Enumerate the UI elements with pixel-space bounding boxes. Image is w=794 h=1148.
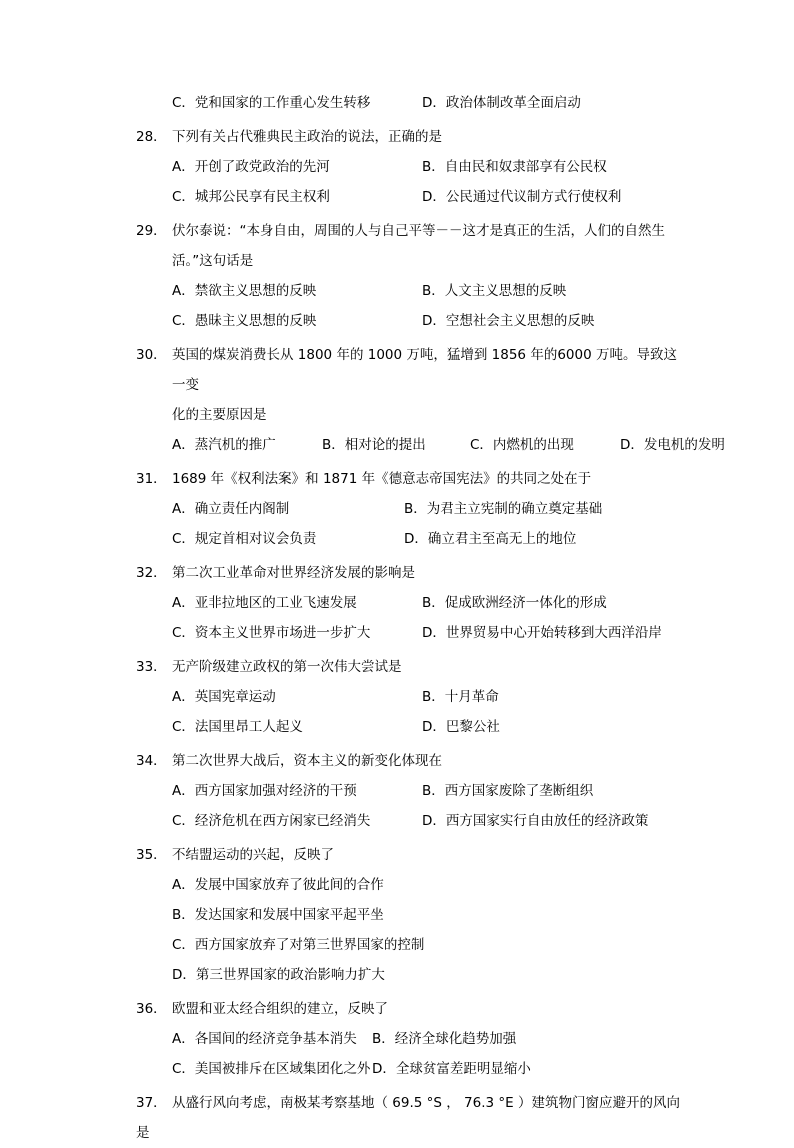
question-33-text: 无产阶级建立政权的第一次伟大尝试是: [172, 659, 402, 675]
question-30-options-row-1: [136, 430, 725, 460]
question-29-options-row-2: [136, 306, 682, 336]
question-31-option-c[interactable]: C．规定首相对议会负责: [172, 531, 317, 547]
question-33-option-c[interactable]: C．法国里昂工人起义: [172, 719, 303, 735]
question-32-number: 32．: [136, 565, 167, 581]
question-29-option-a[interactable]: A．禁欲主义思想的反映: [172, 283, 317, 299]
question-30-option-d[interactable]: D．发电机的发明: [620, 437, 725, 453]
question-31-option-a[interactable]: A．确立责任内阁制: [172, 501, 290, 517]
question-32-options-row-1: [136, 588, 682, 618]
question-29: [136, 216, 682, 336]
question-33-number: 33．: [136, 659, 167, 675]
question-37: [136, 1088, 682, 1148]
question-28-option-d[interactable]: D．公民通过代议制方式行使权利: [422, 189, 622, 205]
question-34-text: 第二次世界大战后，资本主义的新变化体现在: [172, 753, 442, 769]
question-34-options-row-2: [136, 806, 682, 836]
question-28-option-b[interactable]: B．自由民和奴隶部享有公民权: [422, 159, 607, 175]
question-31-stem: [136, 464, 682, 494]
question-35-stem: [136, 840, 682, 870]
question-35: [136, 840, 682, 990]
question-36-option-c[interactable]: C．美国被排斥在区域集团化之外: [172, 1061, 371, 1077]
question-36-option-d[interactable]: D．全球贫富差距明显缩小: [372, 1061, 531, 1077]
question-34-stem: [136, 746, 682, 776]
question-36: [136, 994, 682, 1084]
question-32-option-d[interactable]: D．世界贸易中心开始转移到大西洋沿岸: [422, 625, 662, 641]
question-36-option-b[interactable]: B．经济全球化趋势加强: [372, 1031, 517, 1047]
question-29-option-c[interactable]: C．愚昧主义思想的反映: [172, 313, 317, 329]
question-33-stem: [136, 652, 682, 682]
question-31-option-d[interactable]: D．确立君主至高无上的地位: [404, 531, 577, 547]
question-29-option-d[interactable]: D．空想社会主义思想的反映: [422, 313, 595, 329]
question-32-stem: [136, 558, 682, 588]
question-36-options-row-1: [136, 1024, 682, 1054]
question-29-stem: [136, 216, 682, 246]
question-30-text-line2: 化的主要原因是: [172, 407, 267, 423]
question-35-options-row-4: [136, 960, 682, 990]
question-35-number: 35．: [136, 847, 167, 863]
question-28-options-row-2: [136, 182, 682, 212]
option-d[interactable]: D．政治体制改革全面启动: [422, 95, 581, 111]
question-28: [136, 122, 682, 212]
question-30-option-a[interactable]: A．蒸汽机的推广: [172, 437, 276, 453]
question-34-option-a[interactable]: A．西方国家加强对经济的干预: [172, 783, 357, 799]
question-32-option-b[interactable]: B．促成欧洲经济一体化的形成: [422, 595, 607, 611]
question-28-number: 28．: [136, 129, 167, 145]
question-30-text: 英国的煤炭消费长从 1800 年的 1000 万吨，猛增到 1856 年的6000 万吨。导致这一变: [172, 347, 677, 393]
question-36-options-row-2: [136, 1054, 682, 1084]
question-32: [136, 558, 682, 648]
question-35-option-d[interactable]: D．第三世界国家的政治影响力扩大: [172, 967, 385, 983]
question-35-option-c[interactable]: C．西方国家放弃了对第三世界国家的控制: [172, 937, 425, 953]
question-35-text: 不结盟运动的兴起，反映了: [172, 847, 334, 863]
question-36-stem: [136, 994, 682, 1024]
question-28-option-a[interactable]: A．开创了政党政治的先河: [172, 159, 330, 175]
question-31-text: 1689 年《权利法案》和 1871 年《德意志帝国宪法》的共同之处在于: [172, 471, 592, 487]
question-28-option-c[interactable]: C．城邦公民享有民主权利: [172, 189, 330, 205]
question-29-option-b[interactable]: B．人文主义思想的反映: [422, 283, 567, 299]
question-32-options-row-2: [136, 618, 682, 648]
question-30-option-c[interactable]: C．内燃机的出现: [470, 437, 574, 453]
question-31-option-b[interactable]: B．为君主立宪制的确立奠定基础: [404, 501, 603, 517]
question-28-options-row-1: [136, 152, 682, 182]
question-36-text: 欧盟和亚太经合组织的建立，反映了: [172, 1001, 388, 1017]
question-33-option-d[interactable]: D．巴黎公社: [422, 719, 500, 735]
question-33-options-row-1: [136, 682, 682, 712]
question-34-number: 34．: [136, 753, 167, 769]
question-32-option-c[interactable]: C．资本主义世界市场进一步扩大: [172, 625, 371, 641]
question-34-options-row-1: [136, 776, 682, 806]
question-33: [136, 652, 682, 742]
question-34-option-d[interactable]: D．西方国家实行自由放任的经济政策: [422, 813, 649, 829]
question-29-text: 伏尔泰说：“本身自由，周围的人与自己平等－－这才是真正的生活，人们的自然生: [172, 223, 665, 239]
question-34-option-c[interactable]: C．经济危机在西方闲家已经消失: [172, 813, 371, 829]
option-row: [136, 88, 682, 118]
question-29-number: 29．: [136, 223, 167, 239]
question-37-stem: [136, 1088, 682, 1118]
question-31-options-row-1: [136, 494, 682, 524]
question-30: [136, 340, 725, 460]
question-37-text-line2: 是: [136, 1125, 150, 1141]
question-35-options-row-2: [136, 900, 682, 930]
question-35-options-row-1: [136, 870, 682, 900]
question-32-text: 第二次工业革命对世界经济发展的影响是: [172, 565, 415, 581]
question-30-stem: [136, 340, 682, 400]
question-30-number: 30．: [136, 347, 167, 363]
option-c[interactable]: C．党和国家的工作重心发生转移: [172, 95, 371, 111]
question-31-options-row-2: [136, 524, 682, 554]
question-34: [136, 746, 682, 836]
question-33-option-a[interactable]: A．英国宪章运动: [172, 689, 276, 705]
question-continuation-top: [136, 88, 682, 118]
question-37-text: 从盛行风向考虑，南极某考察基地（ 69.5 °S ， 76.3 °E ）建筑物门窗应避开的风向: [172, 1095, 680, 1111]
question-28-stem: [136, 122, 682, 152]
question-36-option-a[interactable]: A．各国间的经济竞争基本消失: [172, 1031, 357, 1047]
question-35-options-row-3: [136, 930, 682, 960]
question-31-number: 31．: [136, 471, 167, 487]
question-29-options-row-1: [136, 276, 682, 306]
question-29-text-line2: 活。”这句话是: [172, 253, 254, 269]
question-33-options-row-2: [136, 712, 682, 742]
question-37-number: 37．: [136, 1095, 167, 1111]
question-35-option-a[interactable]: A．发展中国家放弃了彼此间的合作: [172, 877, 384, 893]
question-31: [136, 464, 682, 554]
question-34-option-b[interactable]: B．西方国家废除了垄断组织: [422, 783, 594, 799]
question-30-option-b[interactable]: B．相对论的提出: [322, 437, 426, 453]
question-32-option-a[interactable]: A．亚非拉地区的工业飞速发展: [172, 595, 357, 611]
question-28-text: 下列有关占代雅典民主政治的说法，正确的是: [172, 129, 442, 145]
question-36-number: 36．: [136, 1001, 167, 1017]
question-35-option-b[interactable]: B．发达国家和发展中国家平起平坐: [172, 907, 384, 923]
question-33-option-b[interactable]: B．十月革命: [422, 689, 499, 705]
